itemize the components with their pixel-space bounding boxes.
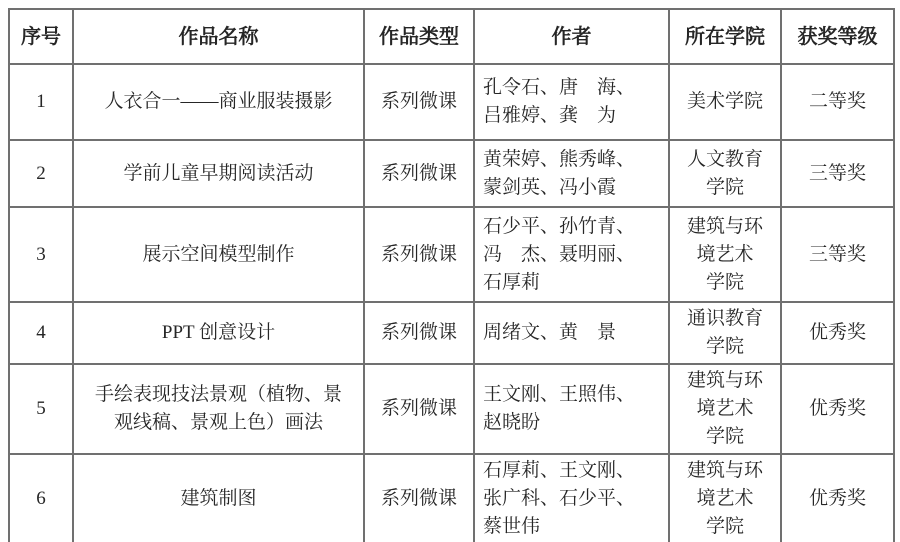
table-row <box>9 454 894 542</box>
table-row <box>9 364 894 454</box>
cell-award: 三等奖 <box>781 207 894 302</box>
cell-type: 系列微课 <box>364 64 474 140</box>
cell-no: 6 <box>9 454 73 542</box>
table-row <box>9 302 894 364</box>
cell-award: 优秀奖 <box>781 454 894 542</box>
cell-authors: 石厚莉、王文刚、 张广科、石少平、 蔡世伟 <box>474 454 669 542</box>
cell-title: PPT 创意设计 <box>73 302 364 364</box>
cell-authors: 孔令石、唐 海、 吕雅婷、龚 为 <box>474 64 669 140</box>
cell-title: 建筑制图 <box>73 454 364 542</box>
table-header-row <box>9 9 894 64</box>
cell-award: 优秀奖 <box>781 302 894 364</box>
cell-award: 三等奖 <box>781 140 894 207</box>
header-title: 作品名称 <box>73 9 364 64</box>
cell-type: 系列微课 <box>364 364 474 454</box>
table-row <box>9 207 894 302</box>
cell-authors: 王文刚、王照伟、 赵晓盼 <box>474 364 669 454</box>
cell-college: 美术学院 <box>669 64 781 140</box>
cell-type: 系列微课 <box>364 140 474 207</box>
cell-college: 人文教育 学院 <box>669 140 781 207</box>
cell-type: 系列微课 <box>364 454 474 542</box>
header-authors: 作者 <box>474 9 669 64</box>
cell-college: 建筑与环 境艺术 学院 <box>669 364 781 454</box>
header-college: 所在学院 <box>669 9 781 64</box>
cell-no: 5 <box>9 364 73 454</box>
cell-type: 系列微课 <box>364 207 474 302</box>
cell-title: 手绘表现技法景观（植物、景 观线稿、景观上色）画法 <box>73 364 364 454</box>
header-no: 序号 <box>9 9 73 64</box>
awards-table <box>8 8 895 542</box>
cell-college: 通识教育 学院 <box>669 302 781 364</box>
cell-authors: 黄荣婷、熊秀峰、 蒙剑英、冯小霞 <box>474 140 669 207</box>
cell-title: 学前儿童早期阅读活动 <box>73 140 364 207</box>
cell-authors: 周绪文、黄 景 <box>474 302 669 364</box>
cell-no: 2 <box>9 140 73 207</box>
cell-award: 二等奖 <box>781 64 894 140</box>
header-type: 作品类型 <box>364 9 474 64</box>
header-award: 获奖等级 <box>781 9 894 64</box>
cell-no: 1 <box>9 64 73 140</box>
cell-authors: 石少平、孙竹青、 冯 杰、聂明丽、 石厚莉 <box>474 207 669 302</box>
cell-title: 展示空间模型制作 <box>73 207 364 302</box>
cell-college: 建筑与环 境艺术 学院 <box>669 454 781 542</box>
cell-no: 3 <box>9 207 73 302</box>
cell-type: 系列微课 <box>364 302 474 364</box>
table-row <box>9 140 894 207</box>
cell-no: 4 <box>9 302 73 364</box>
cell-college: 建筑与环 境艺术 学院 <box>669 207 781 302</box>
cell-award: 优秀奖 <box>781 364 894 454</box>
cell-title: 人衣合一——商业服装摄影 <box>73 64 364 140</box>
table-row <box>9 64 894 140</box>
